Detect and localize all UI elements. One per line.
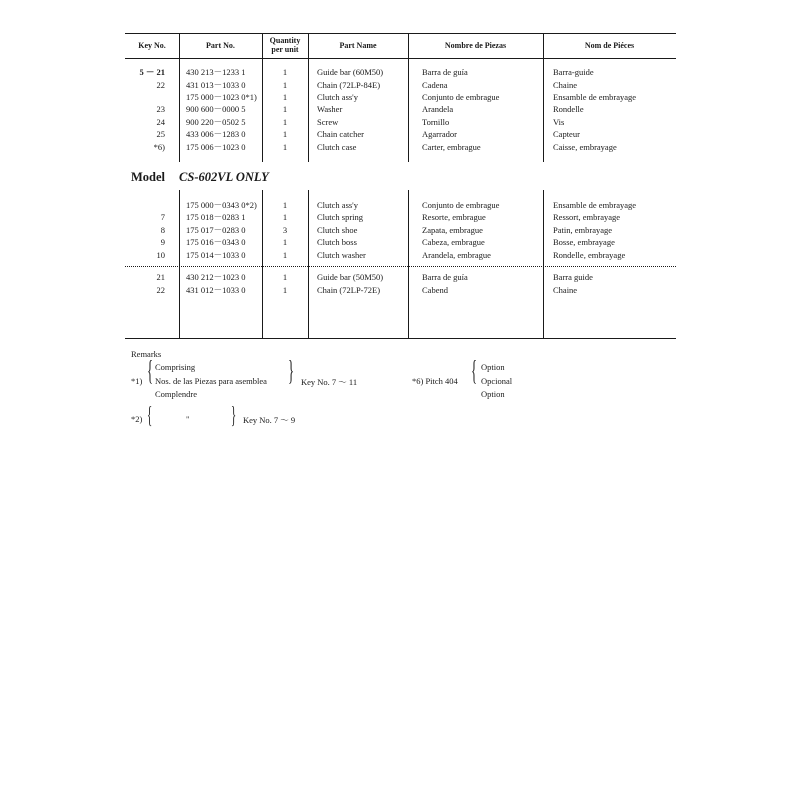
remark-6-line-3: Option <box>481 389 505 399</box>
left-brace-icon: { <box>147 356 154 387</box>
header-key-no: Key No. <box>138 41 166 50</box>
key-cell: 21 <box>156 272 165 282</box>
qty-cell: 1 <box>282 80 288 90</box>
qty-cell: 1 <box>282 117 288 127</box>
part-no-cell: 433 006－1283 0 <box>186 129 246 139</box>
part-name-cell: Chain (72LP-84E) <box>317 80 381 90</box>
part-no-cell: 175 017－0283 0 <box>186 225 246 235</box>
nom-cell: Chaine <box>553 285 578 295</box>
header-nom: Nom de Piéces <box>584 41 635 50</box>
key-cell: 24 <box>156 117 165 127</box>
part-no-cell: 175 000－0343 0*2) <box>186 200 257 210</box>
nombre-cell: Cabeza, embrague <box>422 237 485 247</box>
nom-cell: Barra guide <box>553 272 593 282</box>
qty-cell: 1 <box>282 129 288 139</box>
part-name-cell: Clutch ass'y <box>317 92 358 102</box>
table-bottom-border <box>125 338 676 339</box>
nom-cell: Chaine <box>553 80 578 90</box>
remark-2-ditto: " <box>186 414 190 424</box>
part-name-cell: Clutch washer <box>317 250 366 260</box>
part-name-cell: Guide bar (60M50) <box>317 67 384 77</box>
table-top-border <box>125 33 676 34</box>
nombre-cell: Agarrador <box>422 129 457 139</box>
key-cell: 25 <box>156 129 165 139</box>
nombre-cell: Tornillo <box>422 117 450 127</box>
qty-cell: 1 <box>282 237 288 247</box>
part-no-cell: 175 000－1023 0*1) <box>186 92 257 102</box>
remark-2-marker: *2) <box>131 414 143 424</box>
part-name-cell: Chain (72LP-72E) <box>317 285 381 295</box>
part-no-cell: 430 212－1023 0 <box>186 272 246 282</box>
left-brace-icon: { <box>471 356 478 387</box>
key-cell: 9 <box>160 237 165 247</box>
nombre-cell: Conjunto de embrague <box>422 200 500 210</box>
nom-cell: Barra-guide <box>553 67 594 77</box>
nombre-cell: Arandela, embrague <box>422 250 491 260</box>
nombre-cell: Conjunto de embrague <box>422 92 500 102</box>
part-name-cell: Chain catcher <box>317 129 364 139</box>
part-name-cell: Clutch spring <box>317 212 364 222</box>
part-name-cell: Clutch ass'y <box>317 200 358 210</box>
header-part-name: Part Name <box>339 41 377 50</box>
header-part-no: Part No. <box>206 41 235 50</box>
part-name-cell: Guide bar (50M50) <box>317 272 384 282</box>
part-name-cell: Screw <box>317 117 339 127</box>
nom-cell: Caisse, embrayage <box>553 142 617 152</box>
nom-cell: Patin, embrayage <box>553 225 613 235</box>
remark-1-line-2: Nos. de las Piezas para asemblea <box>155 376 267 386</box>
nom-cell: Ensamble de embrayage <box>553 200 637 210</box>
nom-cell: Ressort, embrayage <box>553 212 621 222</box>
model-name: CS-602VL ONLY <box>179 170 269 184</box>
nom-cell: Bosse, embrayage <box>553 237 615 247</box>
right-brace-icon: } <box>231 403 237 429</box>
nom-cell: Ensamble de embrayage <box>553 92 637 102</box>
nom-cell: Rondelle <box>553 104 584 114</box>
key-cell: 7 <box>160 212 165 222</box>
part-name-cell: Washer <box>317 104 343 114</box>
part-no-cell: 175 016－0343 0 <box>186 237 246 247</box>
nombre-cell: Zapata, embrague <box>422 225 483 235</box>
remark-1-line-3: Complendre <box>155 389 198 399</box>
remarks-title: Remarks <box>131 349 162 359</box>
remark-6-line-1: Option <box>481 362 505 372</box>
part-no-cell: 900 600－0000 5 <box>186 104 246 114</box>
qty-cell: 1 <box>282 104 288 114</box>
qty-cell: 1 <box>282 250 288 260</box>
section-divider <box>125 266 676 267</box>
key-cell: 22 <box>156 80 165 90</box>
key-cell: 5 － 21 <box>139 67 165 77</box>
qty-cell: 3 <box>282 225 288 235</box>
key-cell: 22 <box>156 285 165 295</box>
qty-cell: 1 <box>282 67 288 77</box>
part-no-cell: 430 213－1233 1 <box>186 67 246 77</box>
nombre-cell: Cabend <box>422 285 448 295</box>
part-no-cell: 175 018－0283 1 <box>186 212 246 222</box>
remark-6-line-2: Opcional <box>481 376 513 386</box>
model-title <box>131 170 283 185</box>
part-no-cell: 431 012－1033 0 <box>186 285 246 295</box>
qty-cell: 1 <box>282 200 288 210</box>
key-cell: 23 <box>156 104 165 114</box>
nombre-cell: Barra de guía <box>422 272 468 282</box>
nom-cell: Capteur <box>553 129 580 139</box>
key-cell: 8 <box>160 225 165 235</box>
qty-cell: 1 <box>282 272 288 282</box>
part-no-cell: 900 220－0502 5 <box>186 117 246 127</box>
qty-cell: 1 <box>282 142 288 152</box>
nombre-cell: Arandela <box>422 104 454 114</box>
right-brace-icon: } <box>288 356 295 387</box>
header-nombre: Nombre de Piezas <box>444 41 507 50</box>
part-name-cell: Clutch case <box>317 142 357 152</box>
remark-6-marker: *6) Pitch 404 <box>412 376 458 386</box>
part-name-cell: Clutch boss <box>317 237 357 247</box>
key-cell: 10 <box>156 250 165 260</box>
header-quantity: Quantity <box>269 36 301 45</box>
qty-cell: 1 <box>282 92 288 102</box>
remark-1-marker: *1) <box>131 376 143 386</box>
header-per-unit: per unit <box>271 45 299 54</box>
left-brace-icon: { <box>147 403 153 429</box>
part-no-cell: 175 006－1023 0 <box>186 142 246 152</box>
nombre-cell: Barra de guía <box>422 67 468 77</box>
qty-cell: 1 <box>282 285 288 295</box>
part-no-cell: 175 014－1033 0 <box>186 250 246 260</box>
header-bottom-border <box>125 58 676 59</box>
qty-cell: 1 <box>282 212 288 222</box>
part-name-cell: Clutch shoe <box>317 225 358 235</box>
remark-2-key: Key No. 7 ～ 9 <box>243 415 296 425</box>
key-cell: *6) <box>153 142 165 152</box>
nom-cell: Rondelle, embrayage <box>553 250 626 260</box>
remark-1-line-1: Comprising <box>155 362 196 372</box>
nom-cell: Vis <box>553 117 565 127</box>
remark-1-key: Key No. 7 ～ 11 <box>301 377 358 387</box>
nombre-cell: Resorte, embrague <box>422 212 486 222</box>
nombre-cell: Carter, embrague <box>422 142 481 152</box>
nombre-cell: Cadena <box>422 80 448 90</box>
model-label: Model <box>131 170 166 184</box>
part-no-cell: 431 013－1033 0 <box>186 80 246 90</box>
